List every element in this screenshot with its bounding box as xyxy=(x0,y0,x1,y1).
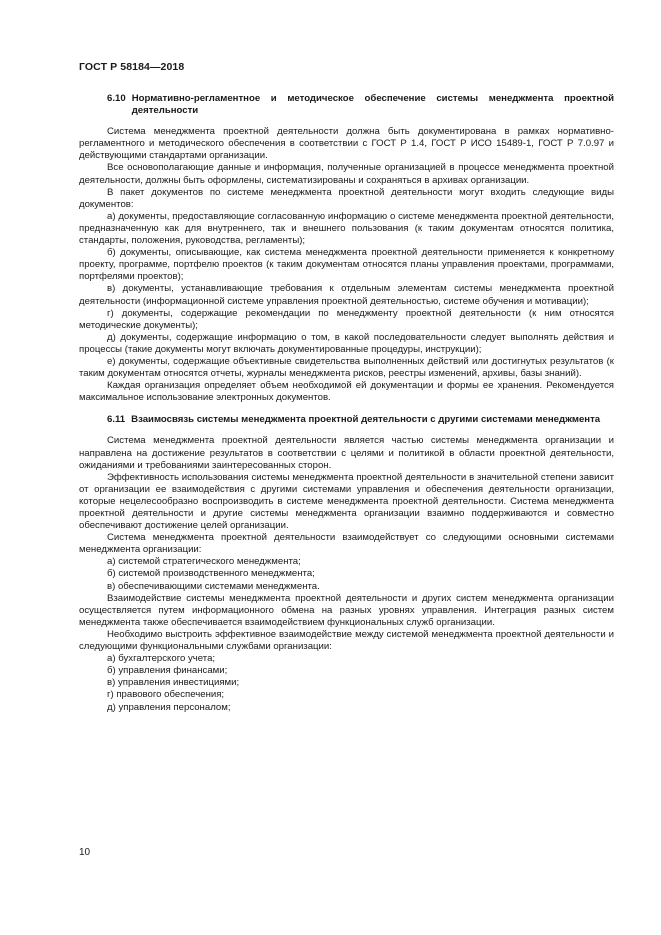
paragraph: В пакет документов по системе менеджмента проектной деятельности могут входить следующие виды документов: xyxy=(79,186,614,210)
list-item: в) управления инвестициями; xyxy=(107,677,240,689)
paragraph: Система менеджмента проектной деятельности взаимодействует со следующими основными системами менеджмента организации: xyxy=(79,532,614,556)
section-6-11-heading xyxy=(79,414,614,426)
section-title: Взаимосвязь системы менеджмента проектной деятельности с другими системами менеджмента xyxy=(131,414,601,426)
paragraph: Система менеджмента проектной деятельности является частью системы менеджмента организации и направлена на достижение результатов в соответствии с целями и политикой в области проектной деятельности, ожиданиями и требованиями заинтересованных сторон. xyxy=(79,435,614,471)
section-number: 6.10 xyxy=(107,93,126,104)
list-item: г) правового обеспечения; xyxy=(107,689,225,701)
paragraph: Эффективность использования системы менеджмента проектной деятельности в значительной степени зависит от организации ее взаимодействия с другими системами управления и обеспечения деятельности организации, которые нецелесообразно воспроизводить в системе менеджмента проектной деятельности. Система менеджмента проектной деятельности и другие системы менеджмента организации взаимно поддерживаются и совместно обеспечивают достижение целей организации. xyxy=(79,471,614,532)
paragraph: Система менеджмента проектной деятельности должна быть документирована в рамках нормативно-регламентного и методического обеспечения в соответствии с ГОСТ Р 1.4, ГОСТ Р ИСО 15489-1, ГОСТ Р 7.0.97 и действующими стандартами организации. xyxy=(79,126,614,162)
list-item: д) управления персоналом; xyxy=(107,701,231,713)
paragraph: Все основополагающие данные и информация, полученные организацией в процессе менеджмента проектной деятельности, должны быть оформлены, систематизированы и сохраняться в архивах организации. xyxy=(79,162,614,186)
list-item: в) документы, устанавливающие требования к отдельным элементам системы менеджмента проектной деятельности (информационной системе управления проектной деятельностью, системе обучения и мотивации); xyxy=(79,283,614,307)
section-number: 6.11 xyxy=(107,414,126,426)
document-body xyxy=(79,93,614,714)
list-item: б) документы, описывающие, как система менеджмента проектной деятельности применяется к конкретному проекту, программе, портфелю проектов (к таким документам относятся планы управления проектами, программами, портфелями проектов); xyxy=(79,247,614,283)
list-item: д) документы, содержащие информацию о том, в какой последовательности следует выполнять действия и процессы (такие документы могут включать документированные процедуры, инструкции); xyxy=(79,331,614,355)
list-item: в) обеспечивающими системами менеджмента. xyxy=(107,580,320,592)
document-header: ГОСТ Р 58184—2018 xyxy=(79,61,185,73)
list-item: а) документы, предоставляющие согласованную информацию о системе менеджмента проектной деятельности, предназначенную как для внутреннего, так и внешнего пользования (к таким документам относятся политика, стандарты, положения, руководства, регламенты); xyxy=(79,210,614,247)
paragraph: Каждая организация определяет объем необходимой ей документации и формы ее хранения. Рекомендуется максимальное использование электронных документов. xyxy=(79,380,614,404)
paragraph: Взаимодействие системы менеджмента проектной деятельности и других систем менеджмента организации осуществляется путем информационного обмена на разных уровнях управления. Интеграция разных систем менеджмента также обеспечивается взаимодействием функциональных служб организации. xyxy=(79,592,614,628)
paragraph: Необходимо выстроить эффективное взаимодействие между системой менеджмента проектной деятельности и следующими функциональными службами организации: xyxy=(79,628,614,653)
page-number: 10 xyxy=(79,847,91,858)
list-item: а) системой стратегического менеджмента; xyxy=(107,556,301,568)
list-item: а) бухгалтерского учета; xyxy=(107,653,216,665)
list-item: г) документы, содержащие рекомендации по менеджменту проектной деятельности (к ним относятся методические документы); xyxy=(79,307,614,331)
list-item: б) системой производственного менеджмента; xyxy=(107,568,315,580)
section-title: Нормативно-регламентное и методическое обеспечение системы менеджмента проектной деятельности xyxy=(131,93,614,117)
section-6-10-heading xyxy=(79,93,614,117)
list-item: б) управления финансами; xyxy=(107,665,228,677)
list-item: е) документы, содержащие объективные свидетельства выполненных действий или достигнутых результатов (к таким документам относятся отчеты, журналы менеджмента рисков, реестры изменений, архивы, базы знаний). xyxy=(79,355,614,380)
